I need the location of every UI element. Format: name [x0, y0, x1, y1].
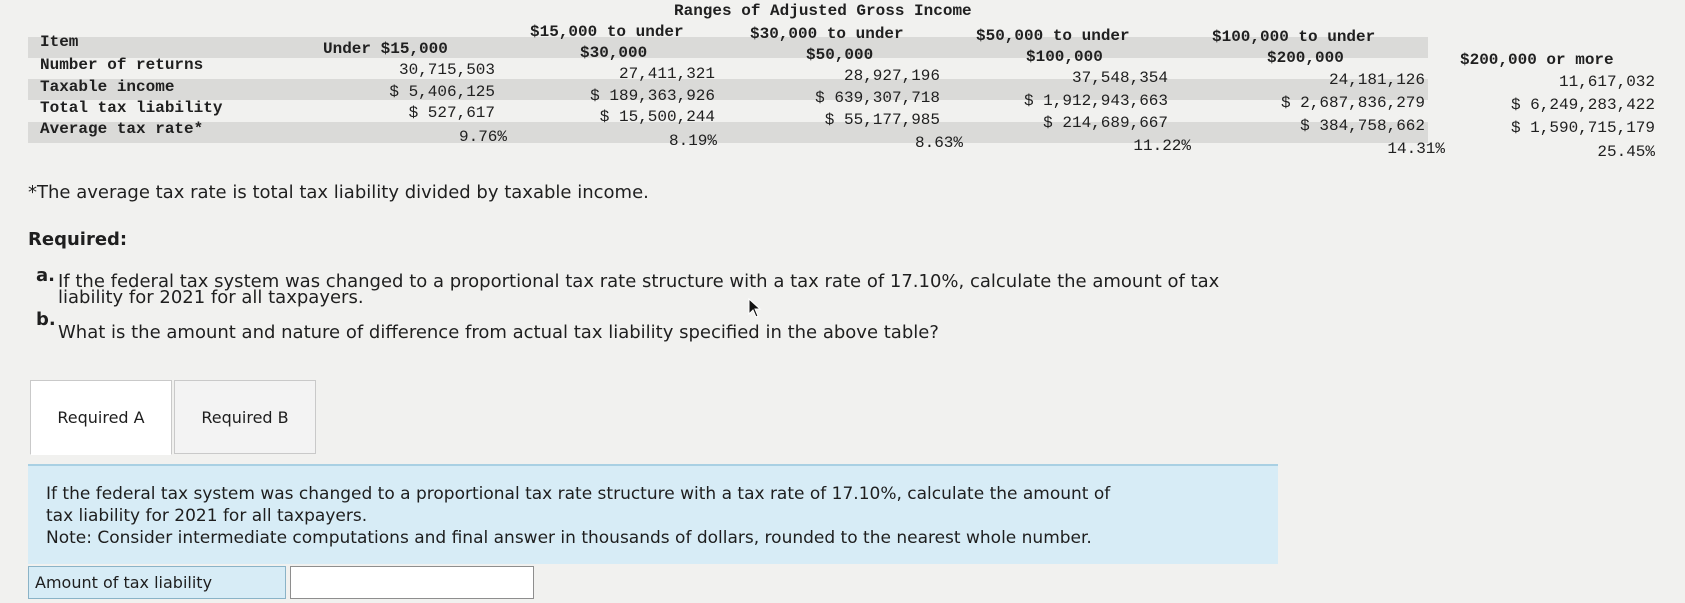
cell-liability-col4: $ 214,689,667 — [1043, 114, 1168, 132]
cell-returns-col4: 37,548,354 — [1071, 69, 1168, 87]
row-label-taxable-income: Taxable income — [40, 78, 175, 96]
col-header-3-line2: $50,000 — [806, 46, 874, 64]
cell-returns-col5: 24,181,126 — [1328, 71, 1425, 89]
required-b-marker: b. — [36, 309, 56, 330]
table-band-rate — [28, 122, 1428, 143]
table-band-taxable — [28, 79, 1428, 100]
cell-rate-col1: 9.76% — [458, 128, 507, 146]
row-label-average-rate: Average tax rate* — [40, 120, 204, 138]
required-b-text: What is the amount and nature of difference from actual tax liability specified in the above table? — [58, 322, 939, 343]
cell-rate-col5: 14.31% — [1387, 140, 1445, 158]
cell-liability-col6: $ 1,590,715,179 — [1510, 119, 1655, 137]
panel-line2: tax liability for 2021 for all taxpayers. — [46, 506, 368, 526]
required-a-marker: a. — [36, 265, 55, 286]
cell-taxable-col1: $ 5,406,125 — [389, 83, 495, 101]
col-header-2-line2: $30,000 — [580, 44, 648, 62]
cell-rate-col2: 8.19% — [668, 132, 717, 150]
required-a-line1: If the federal tax system was changed to a proportional tax rate structure with a tax rate of 17.10%, calculate the amount of tax — [58, 271, 1220, 292]
required-a-line2: liability for 2021 for all taxpayers. — [58, 287, 364, 308]
cell-returns-col3: 28,927,196 — [843, 67, 940, 85]
amount-of-tax-liability-input[interactable] — [290, 566, 534, 599]
cell-liability-col5: $ 384,758,662 — [1300, 117, 1425, 135]
cell-rate-col6: 25.45% — [1597, 143, 1655, 161]
col-header-5-line2: $200,000 — [1267, 49, 1344, 67]
item-header: Item — [40, 33, 79, 51]
instruction-panel — [28, 464, 1278, 564]
cell-taxable-col2: $ 189,363,926 — [590, 87, 715, 105]
tab-required-a[interactable] — [30, 380, 172, 455]
cell-taxable-col6: $ 6,249,283,422 — [1510, 96, 1655, 114]
panel-note: Note: Consider intermediate computations and final answer in thousands of dollars, rounded to the nearest whole number. — [46, 528, 1092, 548]
cell-liability-col2: $ 15,500,244 — [599, 108, 715, 126]
row-label-tax-liability: Total tax liability — [40, 99, 223, 117]
row-label-returns: Number of returns — [40, 56, 204, 74]
cell-liability-col1: $ 527,617 — [408, 104, 495, 122]
cell-returns-col2: 27,411,321 — [618, 65, 715, 83]
tab-required-b-label: Required B — [201, 407, 289, 427]
tab-required-b[interactable] — [174, 380, 316, 454]
cell-rate-col3: 8.63% — [914, 134, 963, 152]
panel-line1: If the federal tax system was changed to a proportional tax rate structure with a tax rate of 17.10%, calculate the amount of — [46, 484, 1111, 504]
cell-returns-col6: 11,617,032 — [1558, 73, 1655, 91]
col-header-4-line1: $50,000 to under — [976, 27, 1130, 45]
cell-liability-col3: $ 55,177,985 — [824, 111, 940, 129]
footnote: *The average tax rate is total tax liability divided by taxable income. — [28, 182, 649, 203]
cell-returns-col1: 30,715,503 — [398, 61, 495, 79]
col-header-5-line1: $100,000 to under — [1212, 28, 1376, 46]
cell-taxable-col5: $ 2,687,836,279 — [1280, 94, 1425, 112]
cell-taxable-col4: $ 1,912,943,663 — [1023, 92, 1168, 110]
col-header-6-line2: $200,000 or more — [1460, 51, 1614, 69]
amount-label: Amount of tax liability — [28, 566, 286, 599]
col-header-4-line2: $100,000 — [1026, 48, 1103, 66]
col-header-3-line1: $30,000 to under — [750, 25, 904, 43]
mouse-cursor-icon — [748, 298, 762, 318]
col-header-2-line1: $15,000 to under — [530, 23, 684, 41]
cell-rate-col4: 11.22% — [1133, 137, 1191, 155]
cell-taxable-col3: $ 639,307,718 — [815, 89, 940, 107]
tab-required-a-label: Required A — [57, 408, 145, 427]
table-super-header: Ranges of Adjusted Gross Income — [674, 2, 972, 20]
col-header-1-line2: Under $15,000 — [323, 40, 448, 58]
required-heading: Required: — [28, 229, 128, 250]
